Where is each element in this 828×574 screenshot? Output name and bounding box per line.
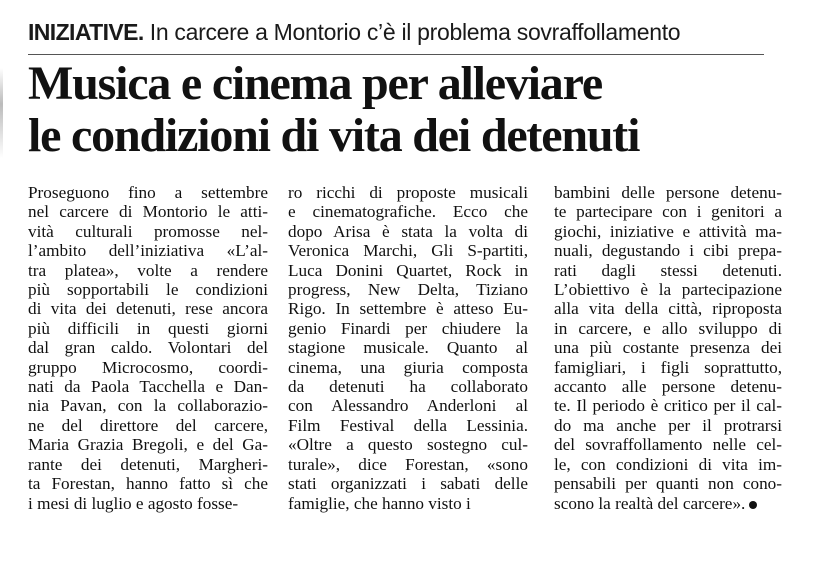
body-line: ne del direttore del carcere, (28, 415, 268, 435)
body-line: L’obiettivo è la partecipazione (554, 280, 782, 300)
end-mark-icon (749, 501, 757, 509)
body-column-1 (28, 183, 268, 513)
body-line: Veronica Marchi, Gli S-partiti, (288, 241, 528, 261)
body-line: do ma anche per il protrarsi (554, 415, 782, 435)
headline-line: le condizioni di vita dei detenuti (28, 109, 640, 162)
body-line: di vita dei detenuti, rese ancora (28, 299, 268, 319)
body-line: Film Festival della Lessinia. (288, 415, 528, 435)
body-line: Luca Donini Quartet, Rock in (288, 260, 528, 280)
body-line: una più costante presenza dei (554, 338, 782, 358)
body-line: accanto alle persone detenu- (554, 377, 782, 397)
body-line: progress, New Delta, Tiziano (288, 280, 528, 300)
page-edge-shadow (0, 68, 3, 158)
body-column-3 (554, 183, 782, 513)
kicker-text: In carcere a Montorio c’è il problema sovraffollamento (149, 19, 681, 45)
body-column-2 (288, 183, 528, 513)
body-line: famigliari, i figli soprattutto, (554, 357, 782, 377)
body-line: te. Il periodo è critico per il cal- (554, 396, 782, 416)
kicker-tag: INIZIATIVE. (28, 19, 144, 45)
body-line: genio Finardi per chiudere la (288, 318, 528, 338)
headline-line: Musica e cinema per alleviare (28, 57, 602, 110)
kicker (28, 18, 680, 46)
body-line: tra platea», volte a rendere (28, 260, 268, 280)
body-line: stati organizzati i sabati delle (288, 474, 528, 494)
body-line: rati dagli stessi detenuti. (554, 260, 782, 280)
body-line: nuali, degustando i cibi prepa- (554, 241, 782, 261)
body-line: Proseguono fino a settembre (28, 183, 268, 202)
kicker-rule (28, 54, 764, 55)
body-line: pensabili per quanti non cono- (554, 474, 782, 494)
body-line: vità culturali promosse nel- (28, 221, 268, 241)
body-line: nati da Paola Tacchella e Dan- (28, 377, 268, 397)
body-line: dal gran caldo. Volontari del (28, 338, 268, 358)
body-line: più sopportabili le condizioni (28, 280, 268, 300)
body-line: te partecipare con i genitori a (554, 202, 782, 222)
body-line: gruppo Microcosmo, coordi- (28, 357, 268, 377)
body-line: più difficili in questi giorni (28, 318, 268, 338)
headline (28, 58, 639, 162)
body-line: bambini delle persone detenu- (554, 183, 782, 202)
body-line: ta Forestan, hanno fatto sì che (28, 474, 268, 494)
body-line: giochi, iniziative e attività ma- (554, 221, 782, 241)
body-line: l’ambito dell’iniziativa «L’al- (28, 241, 268, 261)
body-line: alla vita della città, riproposta (554, 299, 782, 319)
body-line: Maria Grazia Bregoli, e del Ga- (28, 435, 268, 455)
body-line: dopo Arisa è stata la volta di (288, 221, 528, 241)
body-line: Rigo. In settembre è atteso Eu- (288, 299, 528, 319)
body-line: stagione musicale. Quanto al (288, 338, 528, 358)
body-line: turale», dice Forestan, «sono (288, 454, 528, 474)
body-line: scono la realtà del carcere». (554, 494, 782, 513)
body-line: nel carcere di Montorio le atti- (28, 202, 268, 222)
body-line: rante dei detenuti, Margheri- (28, 454, 268, 474)
body-line: «Oltre a questo sostegno cul- (288, 435, 528, 455)
body-line: del sovraffollamento nelle cel- (554, 435, 782, 455)
body-line: con Alessandro Anderloni al (288, 396, 528, 416)
body-line: e cinematografiche. Ecco che (288, 202, 528, 222)
body-line: famiglie, che hanno visto i (288, 493, 471, 513)
body-line: nia Pavan, con la collaborazio- (28, 396, 268, 416)
body-line: le, con condizioni di vita im- (554, 454, 782, 474)
body-line: da detenuti ha collaborato (288, 377, 528, 397)
body-line: in carcere, e allo sviluppo di (554, 318, 782, 338)
body-line: ro ricchi di proposte musicali (288, 183, 528, 202)
body-line: i mesi di luglio e agosto fosse- (28, 493, 239, 513)
body-line: cinema, una giuria composta (288, 357, 528, 377)
